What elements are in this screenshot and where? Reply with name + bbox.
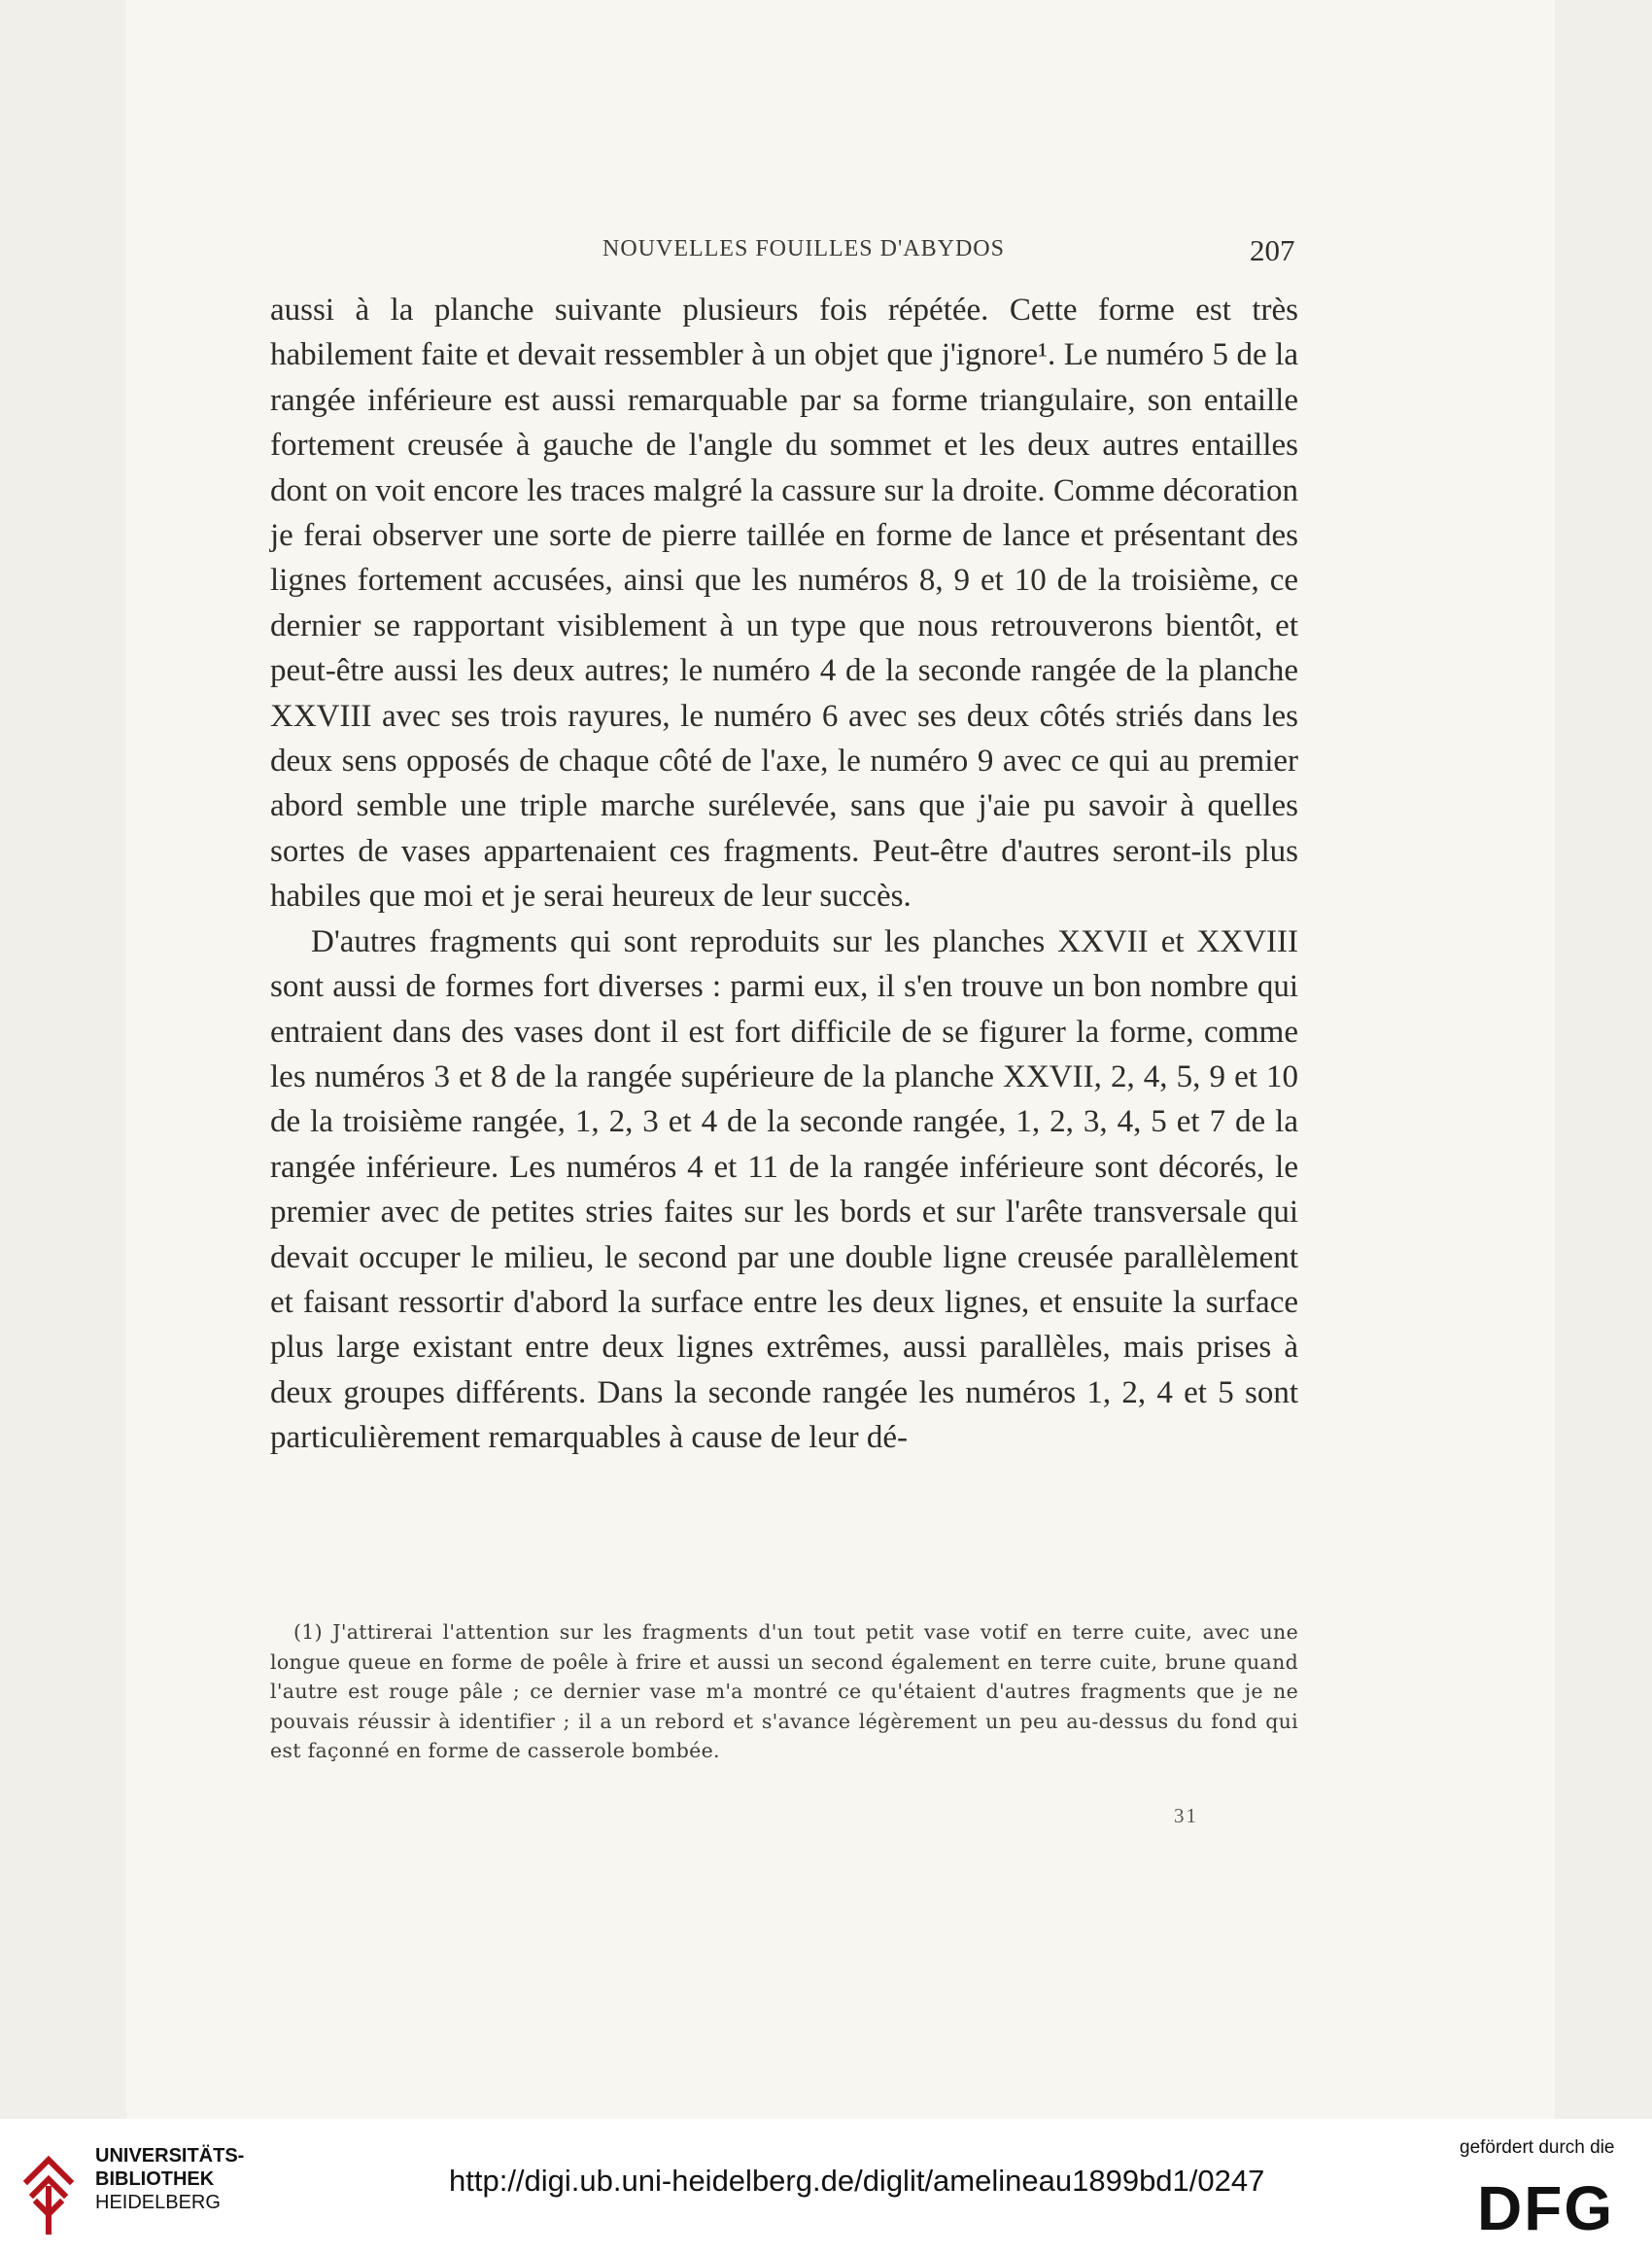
library-name-line: UNIVERSITÄTS- <box>95 2145 245 2167</box>
paragraph: D'autres fragments qui sont reproduits sur les planches XXVII et XXVIII sont aussi de formes fort diverses : parmi eux, il s'en trouve un bon nombre qui entraient dans des vases dont il est fort difficile de se figurer la forme, comme les numéros 3 et 8 de la rangée supérieure de la planche XXVII, 2, 4, 5, 9 et 10 de la troisième rangée, 1, 2, 3 et 4 de la seconde rangée, 1, 2, 3, 4, 5 et 7 de la rangée inférieure. Les numéros 4 et 11 de la rangée inférieure sont décorés, le premier avec de petites stries faites sur les bords et sur l'arête transversale qui devait occuper le milieu, le second par une double ligne creusée parallèlement et faisant ressortir d'abord la surface entre les deux lignes, et ensuite la surface plus large existant entre deux lignes extrêmes, aussi parallèles, mais prises à deux groupes différents. Dans la seconde rangée les numéros 1, 2, 4 et 5 sont particulièrement remarquables à cause de leur dé- <box>270 923 1298 1456</box>
footnote: (1) J'attirerai l'attention sur les fragments d'un tout petit vase votif en terre cuite, avec une longue queue en forme de poêle à frire et aussi un second également en terre cuite, brune quand l'autre est rouge pâle ; ce dernier vase m'a montré ce qu'étaient d'autres fragments que je ne pouvais réussir à identifier ; il a un rebord et s'avance légèrement un peu au-dessus du fond qui est façonné en forme de casserole bombée. <box>270 1620 1298 1763</box>
sponsor-label: gefördert durch die <box>1460 2137 1615 2158</box>
running-title: NOUVELLES FOUILLES D'ABYDOS <box>602 236 1005 261</box>
university-library-logo-icon <box>19 2134 74 2241</box>
main-text <box>270 288 1298 1461</box>
library-name <box>95 2144 244 2214</box>
footnotes <box>270 1617 1298 1766</box>
signature-mark: 31 <box>1174 1804 1198 1827</box>
dfg-logo: DFG <box>1477 2173 1615 2243</box>
page-number: 207 <box>1250 233 1295 267</box>
library-name-line: BIBLIOTHEK <box>95 2168 215 2190</box>
library-name-line: HEIDELBERG <box>95 2192 221 2213</box>
paragraph: aussi à la planche suivante plusieurs fois répétée. Cette forme est très habilement faite et devait ressembler à un objet que j'ignore¹. Le numéro 5 de la rangée inférieure est aussi remarquable par sa forme triangulaire, son entaille fortement creusée à gauche de l'angle du sommet et les deux autres entailles dont on voit encore les traces malgré la cassure sur la droite. Comme décoration je ferai observer une sorte de pierre taillée en forme de lance et présentant des lignes fortement accusées, ainsi que les numéros 8, 9 et 10 de la troisième, ce dernier se rapportant visiblement à un type que nous retrouverons bientôt, et peut-être aussi les deux autres; le numéro 4 de la seconde rangée de la planche XXVIII avec ses trois rayures, le numéro 6 avec ses deux côtés striés dans les deux sens opposés de chaque côté de l'axe, le numéro 9 avec ce qui au premier abord semble une triple marche surélevée, sans que j'aie pu savoir à quelles sortes de vases appartenaient ces fragments. Peut-être d'autres seront-ils plus habiles que moi et je serai heureux de leur succès. <box>270 293 1298 915</box>
permalink-url[interactable]: http://digi.ub.uni-heidelberg.de/diglit/amelineau1899bd1/0247 <box>449 2164 1265 2198</box>
